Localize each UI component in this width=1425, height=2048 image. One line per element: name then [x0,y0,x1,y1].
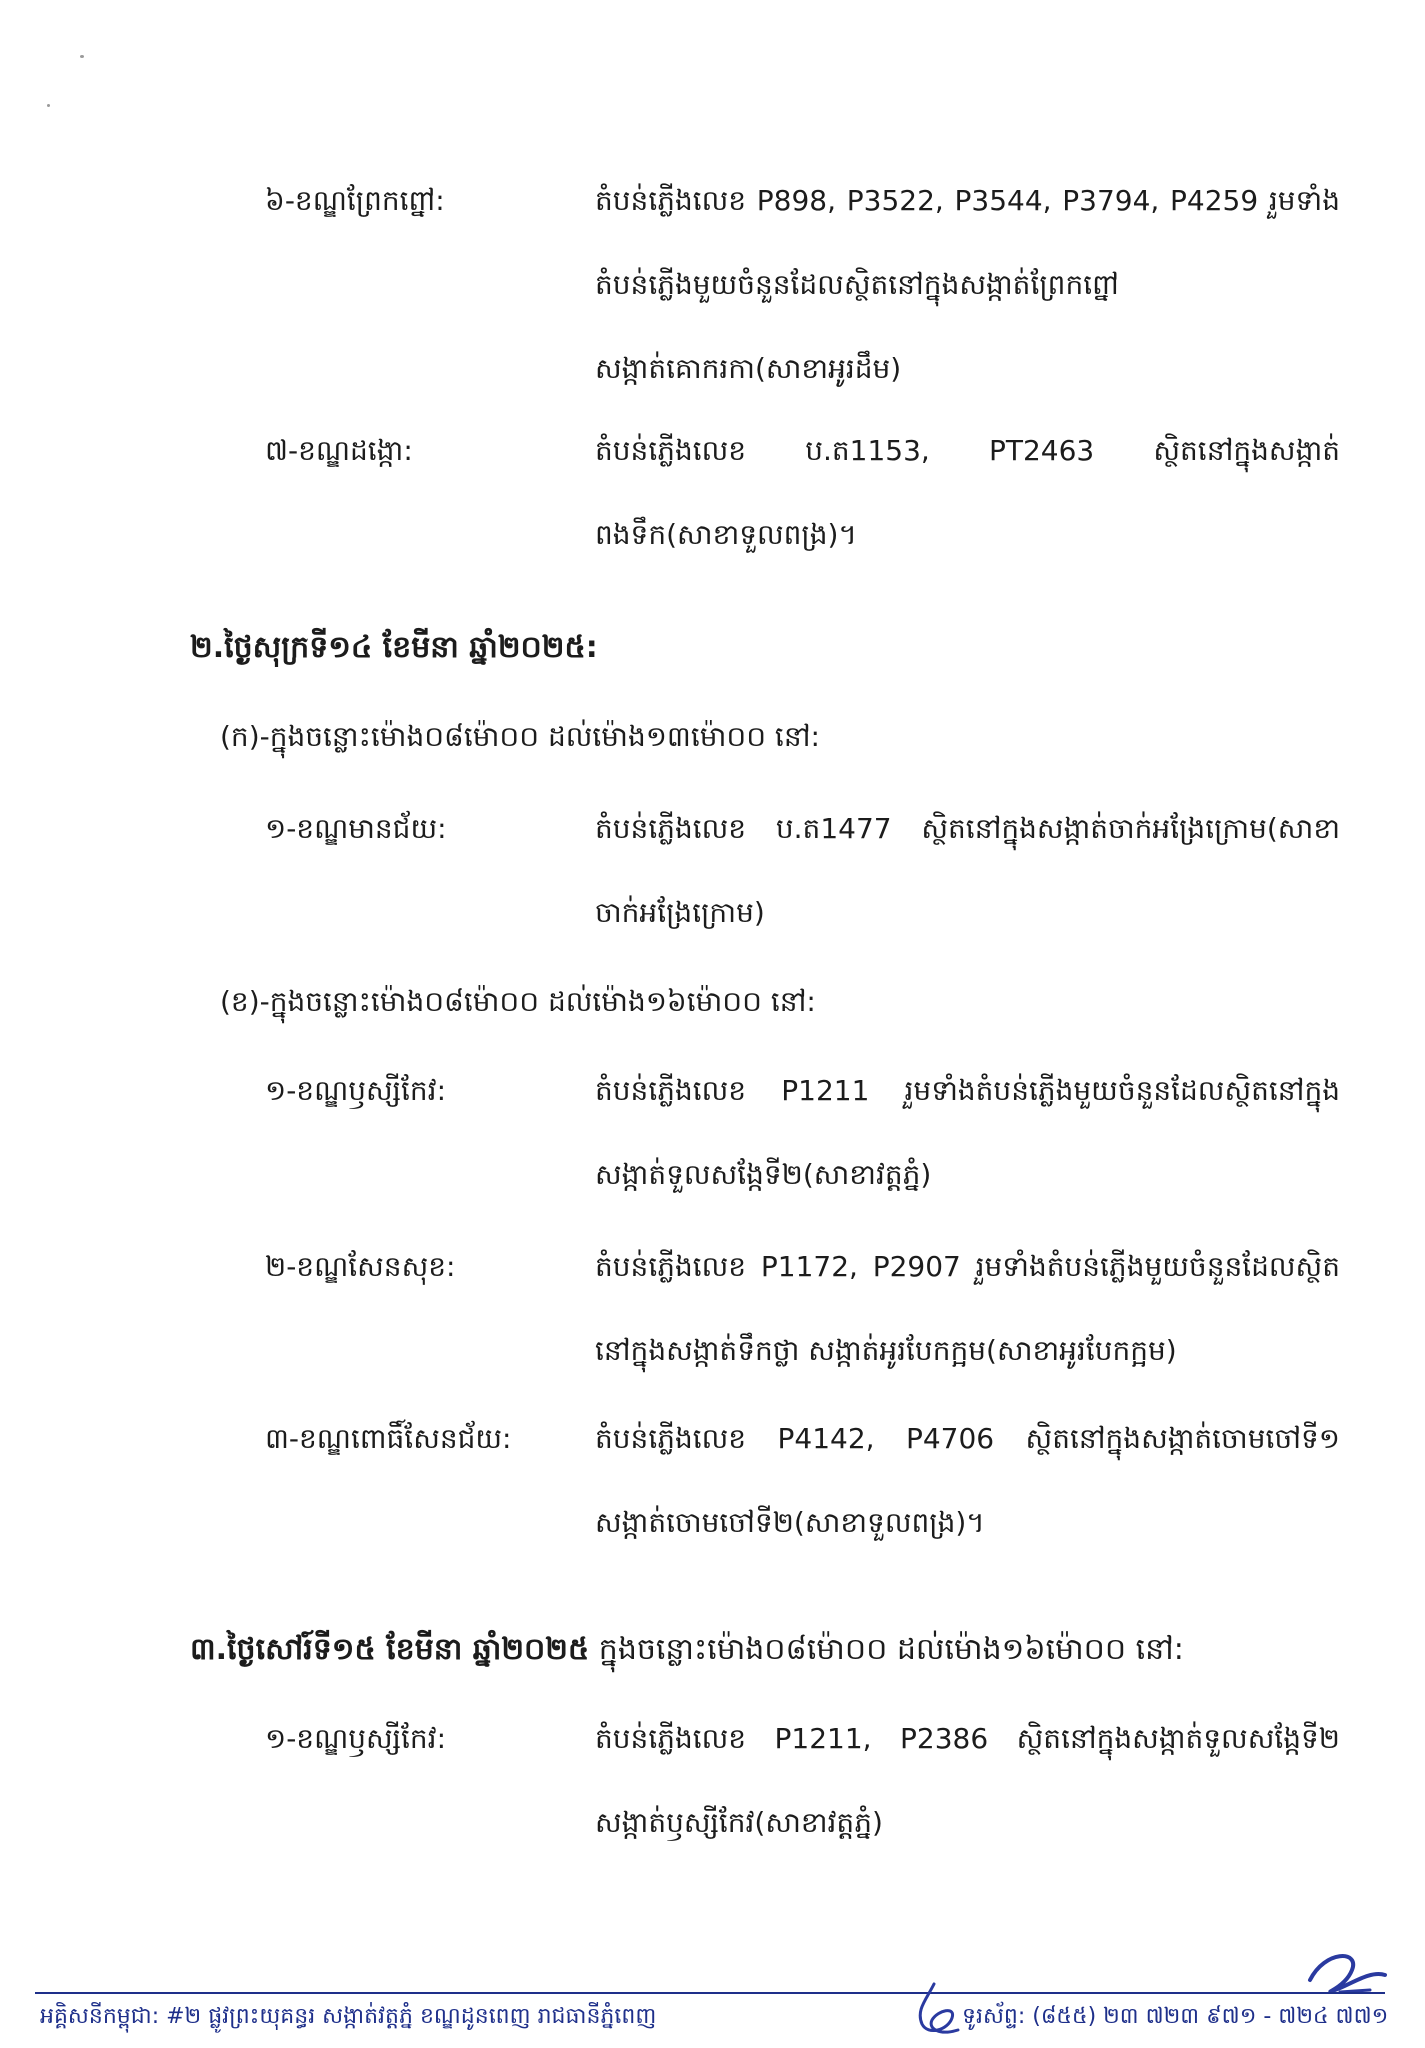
entry-label: ២-ខណ្ឌសែនសុខ: [265,1250,456,1283]
signature-mark-right [1290,1940,1400,2010]
entry-label: ១-ខណ្ឌឫស្សីកែវ: [265,1722,447,1755]
scan-speck [80,55,84,58]
section-3-heading [190,1630,1184,1670]
entry-label: ៦-ខណ្ឌព្រែកព្នៅ: [265,184,445,217]
entry-label: ៧-ខណ្ឌដង្កោ: [265,434,413,467]
entry-pou-senchey [265,1420,1345,1565]
entry-russey-keo-sat [265,1720,1345,1865]
section-2-part-b-heading: (ខ)-ក្នុងចន្លោះម៉ោង០៨ម៉ោ០០ ដល់ម៉ោង១៦ម៉ោ០០ នៅ: [220,985,816,1018]
scan-speck [47,104,50,107]
entry-sen-sok [265,1248,1345,1393]
entry-prek-pnov [265,182,1345,411]
section-3-time-range: ក្នុងចន្លោះម៉ោង០៨ម៉ោ០០ ដល់ម៉ោង១៦ម៉ោ០០ នៅ: [589,1632,1184,1667]
entry-text: តំបន់ភ្លើងលេខ P1211, P2386 ស្ថិតនៅក្នុងសង្កាត់ទួលសង្កែទី២ សង្កាត់ឫស្សីកែវ(សាខាវត្តភ្នំ) [595,1722,1340,1839]
entry-label: ៣-ខណ្ឌពោធិ៍សែនជ័យ: [265,1422,512,1455]
entry-dangkao [265,432,1345,577]
signature-mark-left [908,1980,964,2040]
footer-divider [35,1992,1385,1994]
entry-text: តំបន់ភ្លើងលេខ P898, P3522, P3544, P3794, P4259 រួមទាំងតំបន់ភ្លើងមួយចំនួនដែលស្ថិតនៅក្នុងសង្កាត់ព្រែកព្នៅ សង្កាត់គោករកា(សាខាអូរដឹម) [595,184,1340,385]
entry-text: តំបន់ភ្លើងលេខ P1211 រួមទាំងតំបន់ភ្លើងមួយចំនួនដែលស្ថិតនៅក្នុងសង្កាត់ទួលសង្កែទី២(សាខាវត្តភ្នំ) [595,1074,1340,1191]
entry-text: តំបន់ភ្លើងលេខ ប.ត1153, PT2463 ស្ថិតនៅក្នុងសង្កាត់ពងទឹក(សាខាទួលពង្រ)។ [595,434,1340,551]
footer-phone: ទូរស័ព្ទ: (៨៥៥) ២៣ ៧២៣ ៩៧១ - ៧២៤ ៧៧១ [962,2004,1389,2029]
section-2-heading: ២.ថ្ងៃសុក្រទី១៤ ខែមីនា ឆ្នាំ២០២៥: [190,630,598,665]
entry-russey-keo [265,1072,1345,1217]
entry-text: តំបន់ភ្លើងលេខ P4142, P4706 ស្ថិតនៅក្នុងសង្កាត់ចោមចៅទី១ សង្កាត់ចោមចៅទី២(សាខាទួលពង្រ)។ [595,1422,1340,1539]
entry-text: តំបន់ភ្លើងលេខ ប.ត1477 ស្ថិតនៅក្នុងសង្កាត់ចាក់អង្រែក្រោម(សាខាចាក់អង្រែក្រោម) [595,812,1340,929]
entry-label: ១-ខណ្ឌមានជ័យ: [265,812,447,845]
section-2-part-a-heading: (ក)-ក្នុងចន្លោះម៉ោង០៨ម៉ោ០០ ដល់ម៉ោង១៣ម៉ោ០០ នៅ: [220,720,820,753]
footer-address: អគ្គិសនីកម្ពុជា: #២ ផ្លូវព្រះយុគន្ធរ សង្កាត់វត្តភ្នំ ខណ្ឌដូនពេញ រាជធានីភ្នំពេញ [40,2004,657,2029]
section-3-date: ៣.ថ្ងៃសៅរ៍ទី១៥ ខែមីនា ឆ្នាំ២០២៥ [190,1632,590,1667]
entry-text: តំបន់ភ្លើងលេខ P1172, P2907 រួមទាំងតំបន់ភ្លើងមួយចំនួនដែលស្ថិតនៅក្នុងសង្កាត់ទឹកថ្លា សង្កាត់អូរបែកក្អម(សាខាអូរបែកក្អម) [595,1250,1340,1367]
entry-mean-chey [265,810,1345,955]
entry-label: ១-ខណ្ឌឫស្សីកែវ: [265,1074,447,1107]
